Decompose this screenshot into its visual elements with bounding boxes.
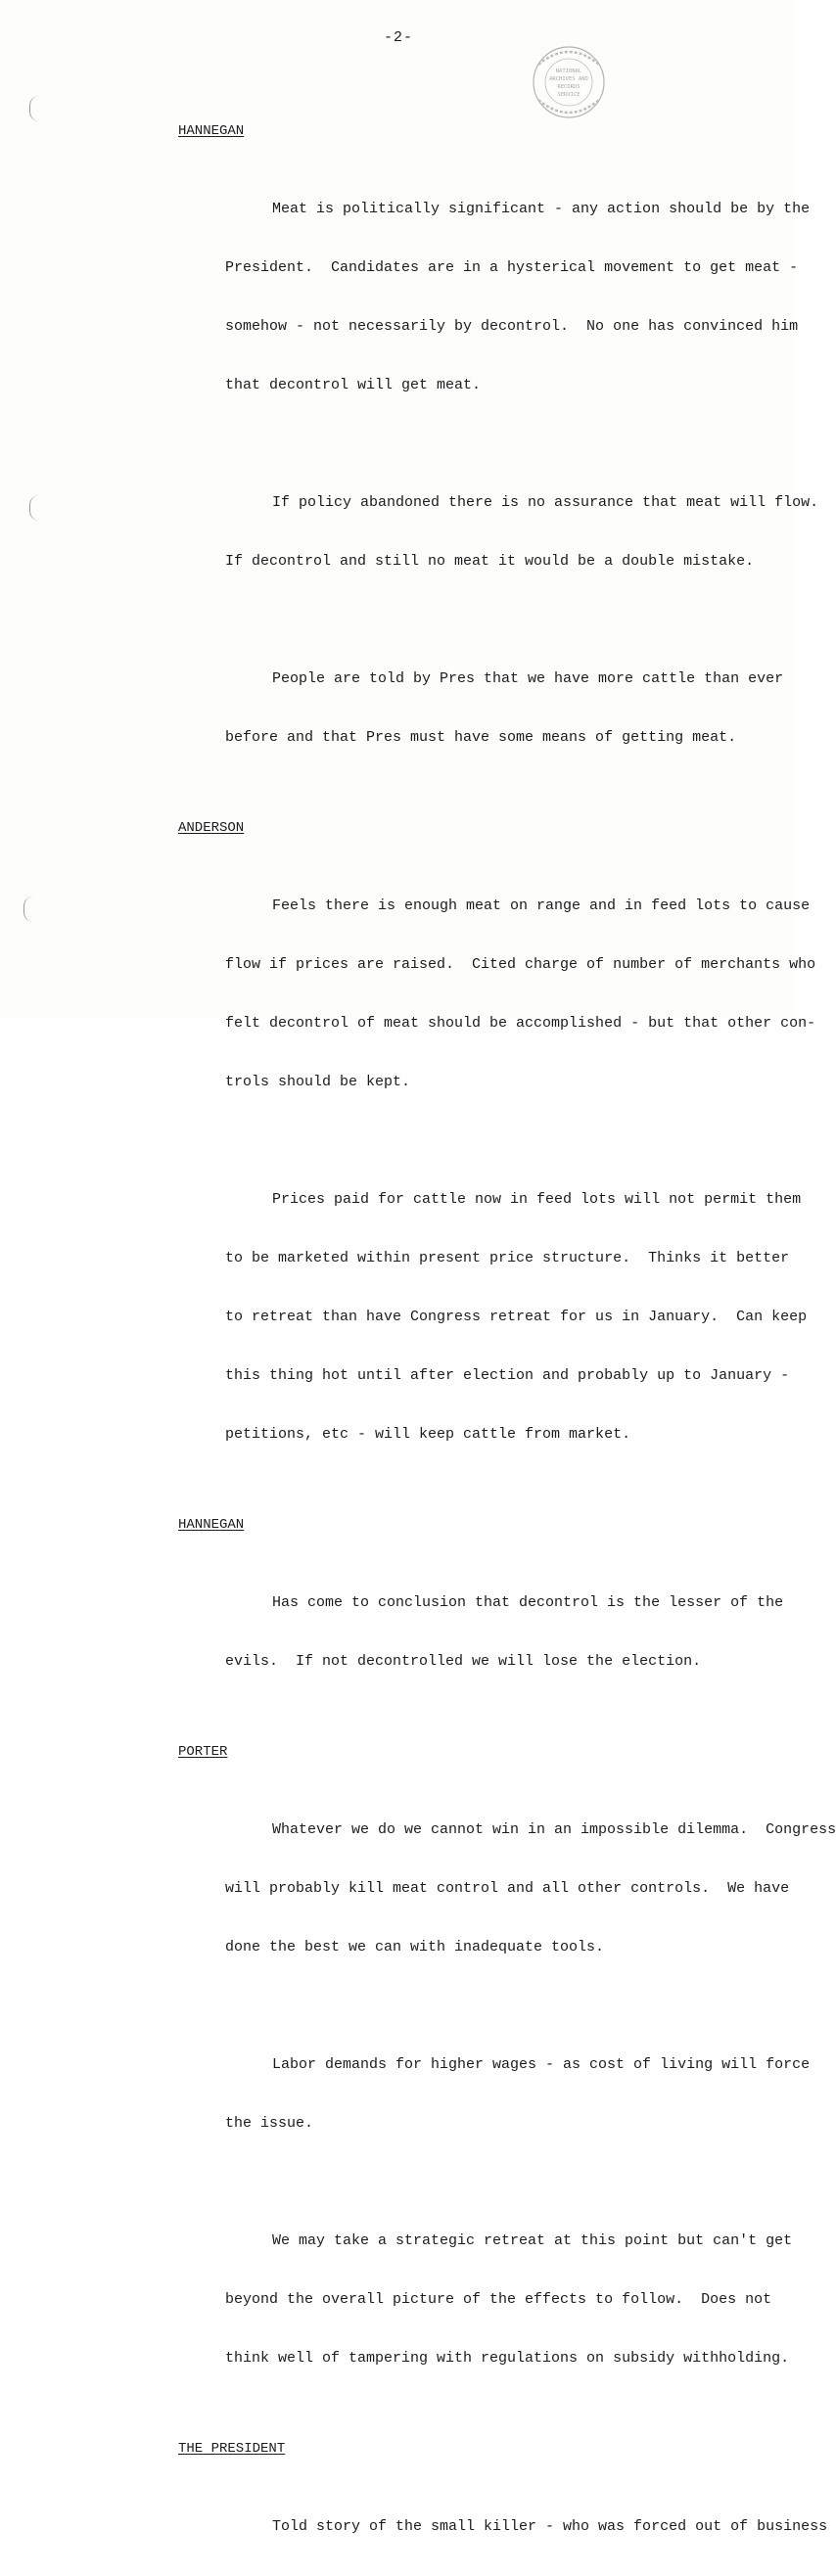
page-number: -2- bbox=[384, 29, 414, 46]
section-hannegan-2 bbox=[178, 1515, 784, 1711]
section-the-president bbox=[178, 2439, 828, 2576]
paragraph: Prices paid for cattle now in feed lots will not permit them to be marketed within present price structure. Thinks it better to retreat than have Congress retreat for us in January. Can keep this thing hot until after election and probably up to January - petitions, etc - will keep cattle from market. bbox=[225, 1191, 808, 1443]
svg-text:NATIONAL: NATIONAL bbox=[555, 69, 582, 74]
paragraph: People are told by Pres that we have more cattle than ever before and that Pres must have some means of getting meat. bbox=[225, 670, 784, 746]
paragraph: Has come to conclusion that decontrol is the lesser of the evils. If not decontrolled we will lose the election. bbox=[225, 1594, 784, 1670]
memo-body bbox=[178, 121, 836, 2576]
section-anderson bbox=[178, 818, 816, 1484]
section-hannegan bbox=[178, 121, 819, 787]
speaker-heading: HANNEGAN bbox=[178, 123, 245, 139]
paragraph: Whatever we do we cannot win in an impossible dilemma. Congress will probably kill meat control and all other controls. We have done the best we can with inadequate tools. bbox=[225, 1821, 836, 1955]
margin-punch-mark bbox=[29, 96, 40, 121]
speaker-heading: PORTER bbox=[178, 1744, 228, 1760]
section-porter bbox=[178, 1742, 836, 2408]
speaker-heading: ANDERSON bbox=[178, 820, 245, 836]
svg-text:SERVICE: SERVICE bbox=[557, 92, 581, 98]
archive-seal-stamp bbox=[525, 43, 613, 121]
margin-punch-mark bbox=[29, 495, 40, 521]
paragraph: Told story of the small killer - who was forced out of business bbox=[272, 2518, 828, 2535]
speaker-heading: THE PRESIDENT bbox=[178, 2441, 286, 2457]
paragraph: Labor demands for higher wages - as cost of living will force the issue. bbox=[225, 2056, 811, 2132]
margin-punch-mark bbox=[23, 897, 34, 922]
paragraph: Feels there is enough meat on range and in feed lots to cause flow if prices are raised. Cited charge of number of merchants who felt decontrol of meat should be accomplished - but that other con- trols should be kept. bbox=[225, 897, 816, 1090]
paragraph: If policy abandoned there is no assurance that meat will flow. If decontrol and still no meat it would be a double mistake. bbox=[225, 494, 819, 570]
paragraph: Meat is politically significant - any action should be by the President. Candidates are in a hysterical movement to get meat - somehow - not necessarily by decontrol. No one has convinced him that decontrol will get meat. bbox=[225, 201, 811, 393]
svg-text:ARCHIVES AND: ARCHIVES AND bbox=[549, 76, 588, 82]
speaker-heading: HANNEGAN bbox=[178, 1517, 245, 1533]
svg-text:RECORDS: RECORDS bbox=[557, 84, 581, 90]
paragraph: We may take a strategic retreat at this point but can't get beyond the overall picture of the effects to follow. Does not think well of tampering with regulations on subsidy withholding. bbox=[225, 2232, 793, 2367]
